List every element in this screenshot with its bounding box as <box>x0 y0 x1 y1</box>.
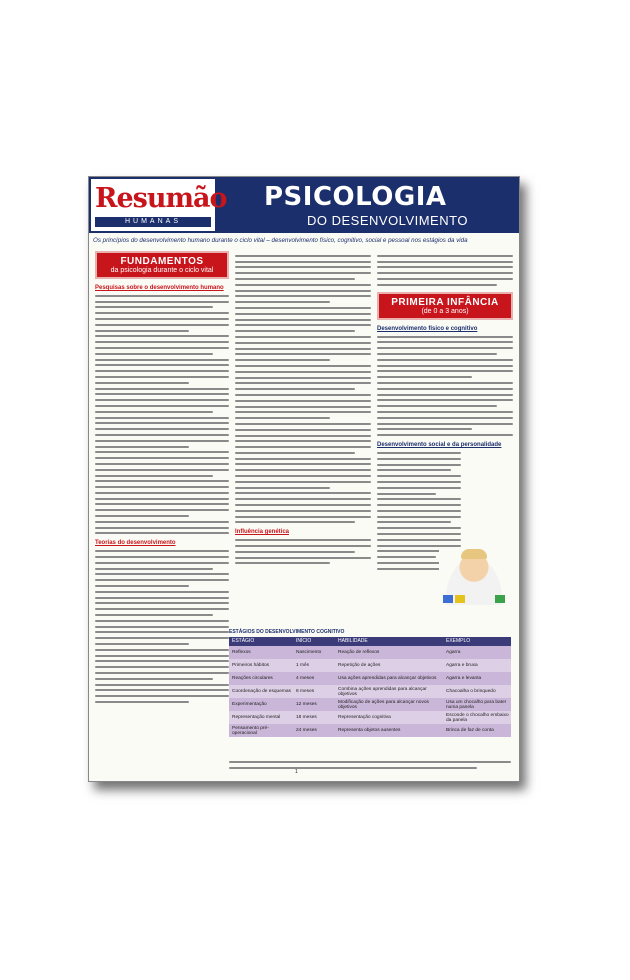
header-cell: HABILIDADE <box>338 638 368 644</box>
table-row <box>229 685 511 698</box>
table-header <box>229 637 511 646</box>
table-cell: Primeiros hábitos <box>232 663 270 668</box>
header-bar <box>89 177 519 233</box>
banner-subtitle: da psicologia durante o ciclo vital <box>110 267 214 274</box>
body-text-block <box>235 255 371 524</box>
table-cell: Experimentação <box>232 702 267 707</box>
table-title: ESTÁGIOS DO DESENVOLVIMENTO COGNITIVO <box>229 629 345 635</box>
table-cell: Esconde o chocalho embaixo da panela <box>446 712 509 723</box>
body-text-block <box>95 295 229 535</box>
table-row <box>229 646 511 659</box>
table-row <box>229 659 511 672</box>
table-cell: Modificação de ações para alcançar novos objetivos <box>338 699 429 710</box>
intro-line: Os princípios do desenvolvimento humano durante o ciclo vital – desenvolvimento físico, cognitivo, social e pessoal nos estágios da vida <box>93 237 468 244</box>
section-heading: Teorias do desenvolvimento <box>95 540 176 547</box>
page-title: PSICOLOGIA <box>264 182 447 212</box>
header-cell: INÍCIO <box>296 638 312 644</box>
body-text-block <box>235 539 371 564</box>
table-cell: Agarra <box>446 650 461 655</box>
table-row <box>229 698 511 711</box>
column-1 <box>95 251 229 707</box>
table-cell: Agarra e levanta <box>446 676 482 681</box>
section-heading: Desenvolvimento físico e cognitivo <box>377 325 478 332</box>
section-heading: Influência genética <box>235 529 290 536</box>
table-cell: Pensamento pré-operacional <box>232 725 269 736</box>
column-2 <box>235 251 371 568</box>
fundamentos-banner <box>95 251 229 279</box>
page-number: 1 <box>295 769 298 775</box>
section-heading: Desenvolvimento social e da personalidade <box>377 442 502 449</box>
table-cell: Usa um chocalho para bater numa panela <box>446 699 507 710</box>
brand-logo <box>91 179 227 231</box>
table-cell: 18 meses <box>296 715 317 720</box>
table-cell: Coordenação de esquemas <box>232 689 291 694</box>
banner-subtitle: (de 0 a 3 anos) <box>421 307 469 315</box>
table-cell: Representação cognitiva <box>338 715 391 720</box>
table-cell: Brinca de faz de conta <box>446 728 494 733</box>
table-cell: Agarra e bruxa <box>446 663 478 668</box>
cognitive-stages-table <box>229 629 511 737</box>
page-subtitle: DO DESENVOLVIMENTO <box>307 213 468 228</box>
header-cell: ESTÁGIO <box>232 638 255 644</box>
table-cell: Reações circulares <box>232 676 273 681</box>
table-cell: Reação de reflexos <box>338 650 380 655</box>
body-text-block <box>377 336 513 437</box>
study-sheet <box>88 176 520 782</box>
table-cell: 8 meses <box>296 689 315 694</box>
body-text-block <box>95 550 229 703</box>
brand-name: Resumão <box>95 183 227 214</box>
baby-photo <box>439 547 509 605</box>
brand-sub: HUMANAS <box>95 217 211 227</box>
table-row <box>229 724 511 737</box>
table-cell: 4 meses <box>296 676 315 681</box>
section-heading: Pesquisas sobre o desenvolvimento humano <box>95 285 224 291</box>
primeira-infancia-banner <box>377 292 513 320</box>
table-cell: 12 meses <box>296 702 317 707</box>
footnote <box>229 757 511 772</box>
table-cell: Combina ações aprendidas para alcançar objetivos <box>338 686 427 697</box>
table-cell: Chacoalha o brinquedo <box>446 689 496 694</box>
table-row <box>229 672 511 685</box>
table-cell: 24 meses <box>296 728 317 733</box>
header-cell: EXEMPLO <box>446 638 471 644</box>
table-cell: Representação mental <box>232 715 281 720</box>
body-text-block <box>377 255 513 286</box>
banner-title: PRIMEIRA INFÂNCIA <box>391 296 499 308</box>
table-cell: Representa objetos ausentes <box>338 728 401 733</box>
table-cell: Usa ações aprendidas para alcançar objetivos <box>338 676 437 681</box>
table-row <box>229 711 511 724</box>
table-cell: Repetição de ações <box>338 663 381 668</box>
table-body <box>229 646 511 737</box>
table-cell: Reflexos <box>232 650 251 655</box>
table-cell: Nascimento <box>296 650 322 655</box>
column-3 <box>377 251 513 574</box>
table-cell: 1 mês <box>296 663 310 668</box>
banner-title: FUNDAMENTOS <box>120 256 204 267</box>
